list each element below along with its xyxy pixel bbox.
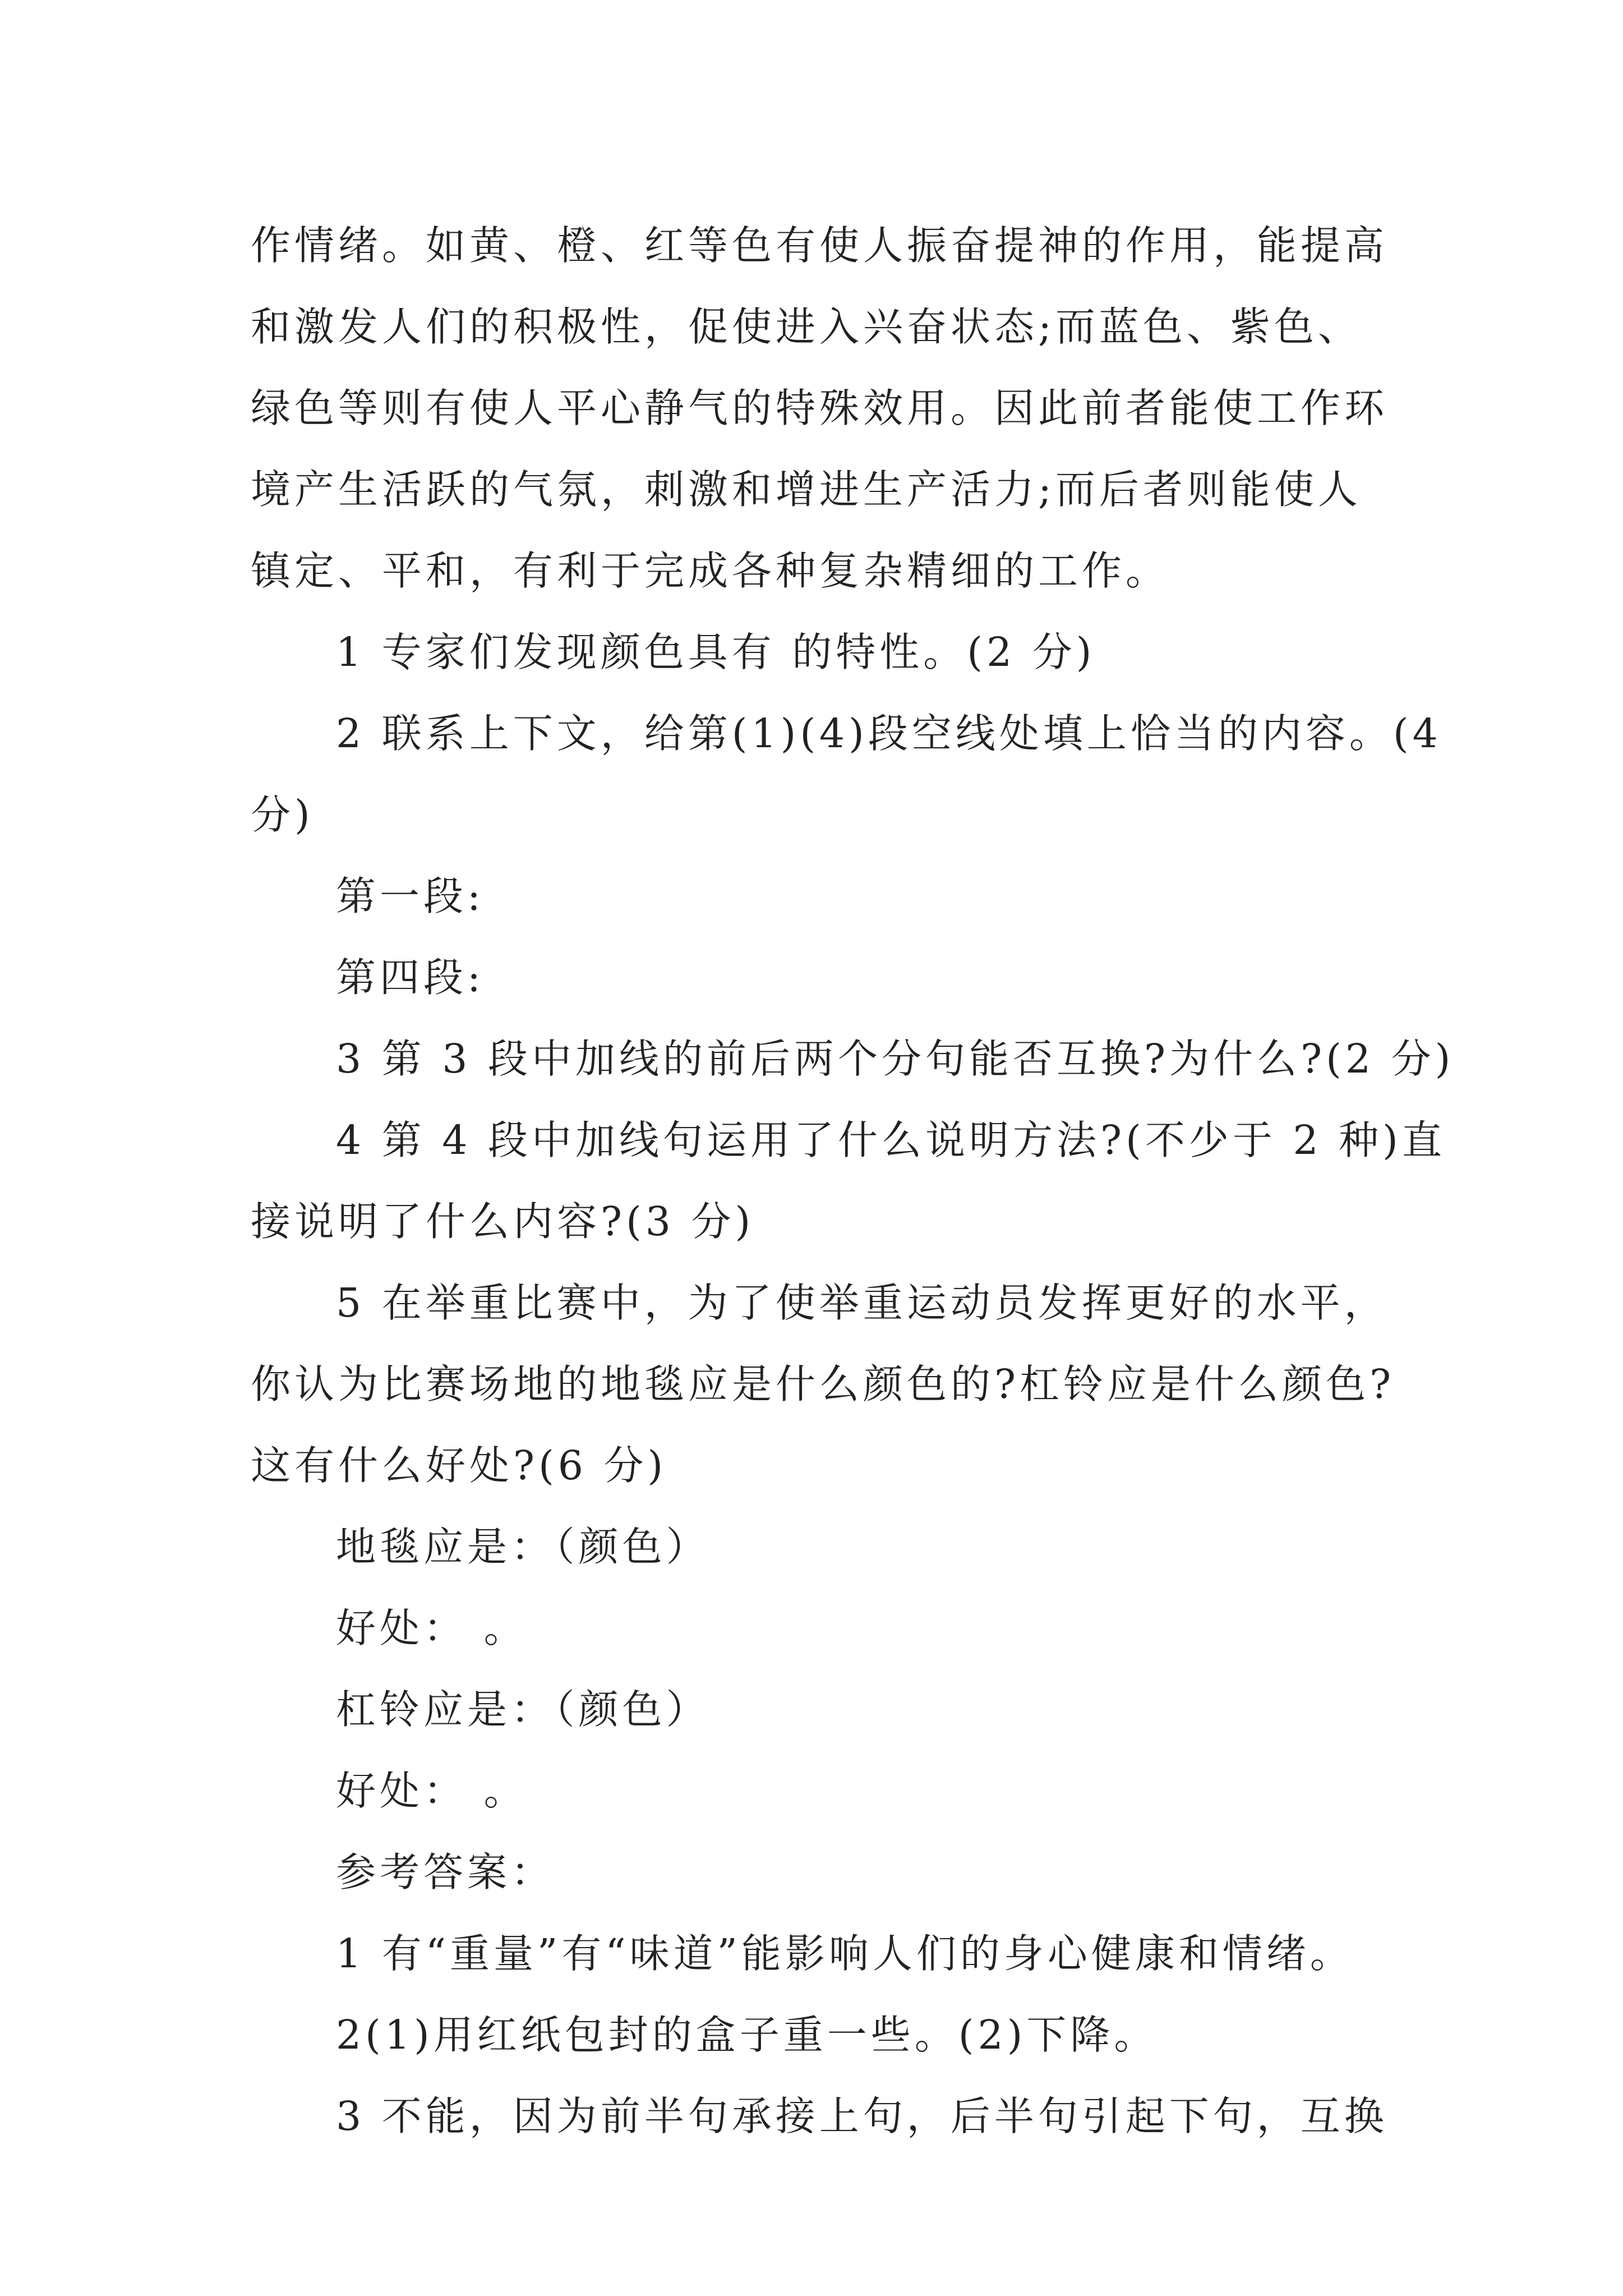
answer-label-paragraph-1: 第一段: — [336, 873, 485, 919]
question-5: 5 在举重比赛中，为了使举重运动员发挥更好的水平， — [336, 1280, 1388, 1326]
question-5-continuation: 你认为比赛场地的地毯应是什么颜色的?杠铃应是什么颜色? — [251, 1361, 1395, 1407]
question-2: 2 联系上下文，给第(1)(4)段空线处填上恰当的内容。(4 — [336, 710, 1442, 757]
paragraph-line: 镇定、平和，有利于完成各种复杂精细的工作。 — [251, 547, 1170, 594]
answer-label-paragraph-4: 第四段: — [336, 954, 485, 1001]
answer-2: 2(1)用红纸包封的盒子重一些。(2)下降。 — [336, 2012, 1158, 2058]
question-5-continuation: 这有什么好处?(6 分) — [251, 1442, 667, 1489]
answer-3: 3 不能，因为前半句承接上句，后半句引起下句，互换 — [336, 2093, 1388, 2139]
paragraph-line: 作情绪。如黄、橙、红等色有使人振奋提神的作用，能提高 — [251, 222, 1389, 269]
question-1: 1 专家们发现颜色具有 的特性。(2 分) — [336, 629, 1096, 675]
paragraph-line: 境产生活跃的气氛，刺激和增进生产活力;而后者则能使人 — [251, 466, 1362, 513]
reference-answers-heading: 参考答案： — [336, 1849, 555, 1895]
barbell-color-label: 杠铃应是：（颜色） — [336, 1686, 710, 1733]
document-body — [251, 205, 1455, 2157]
paragraph-line: 绿色等则有使人平心静气的特殊效用。因此前者能使工作环 — [251, 385, 1389, 431]
question-4: 4 第 4 段中加线句运用了什么说明方法?(不少于 2 种)直 — [336, 1117, 1446, 1163]
answer-1: 1 有“重量”有“味道”能影响人们的身心健康和情绪。 — [336, 1930, 1354, 1977]
paragraph-line: 和激发人们的积极性，促使进入兴奋状态;而蓝色、紫色、 — [251, 303, 1362, 350]
question-4-continuation: 接说明了什么内容?(3 分) — [251, 1198, 755, 1245]
barbell-benefit-label: 好处： 。 — [336, 1768, 528, 1814]
question-3: 3 第 3 段中加线的前后两个分句能否互换?为什么?(2 分) — [336, 1036, 1455, 1082]
question-2-continuation: 分) — [251, 792, 314, 838]
carpet-benefit-label: 好处： 。 — [336, 1605, 528, 1651]
carpet-color-label: 地毯应是：（颜色） — [336, 1524, 710, 1570]
